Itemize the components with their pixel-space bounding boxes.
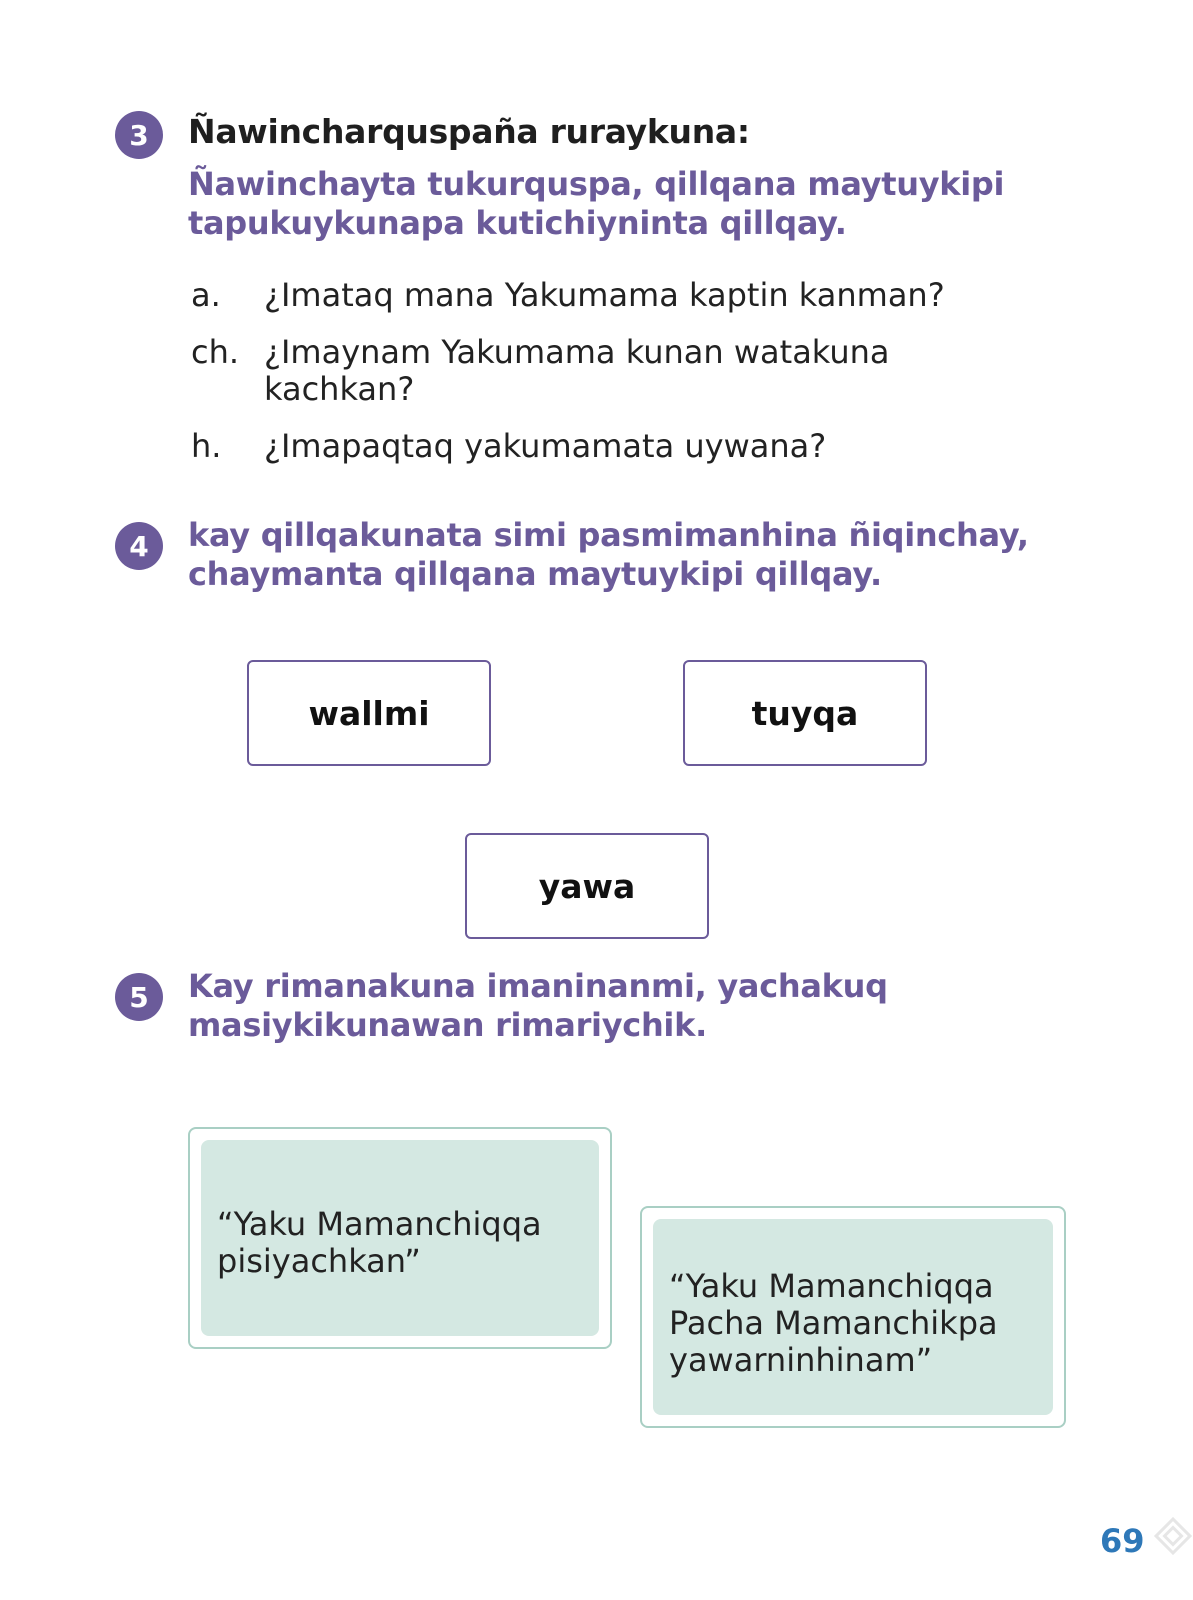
quote-card-text: “Yaku Mamanchiqqa pisiyachkan” [201,1140,599,1336]
exercise-number-badge: 4 [115,522,163,570]
exercise-number-badge: 3 [115,111,163,159]
question-text: ¿Imapaqtaq yakumamata uywana? [264,427,827,465]
page-number: 69 [1100,1522,1145,1560]
section-title: Ñawincharquspaña ruraykuna: [188,112,750,151]
question-text: ¿Imataq mana Yakumama kaptin kanman? [264,276,945,314]
list-item [191,277,984,314]
question-letter: a. [191,276,221,314]
list-item [191,428,984,465]
section-instruction: kay qillqakunata simi pasmimanhina ñiqinchay, chaymanta qillqana maytuykipi qillqay. [188,516,1029,593]
quote-card-text: “Yaku Mamanchiqqa Pacha Mamanchikpa yawarninhinam” [653,1219,1053,1415]
section-instruction: Kay rimanakuna imaninanmi, yachakuq masiykikunawan rimariychik. [188,967,888,1044]
word-card: wallmi [247,660,491,766]
question-text: ¿Imaynam Yakumama kunan watakuna kachkan? [264,333,890,408]
quote-card [640,1206,1066,1428]
quote-card [188,1127,612,1349]
question-list [191,277,984,485]
question-letter: h. [191,427,222,465]
word-card: yawa [465,833,709,939]
question-letter: ch. [191,333,240,371]
list-item [191,334,984,408]
word-card: tuyqa [683,660,927,766]
diamond-pattern-icon [1143,1506,1193,1566]
exercise-number-badge: 5 [115,973,163,1021]
section-instruction: Ñawinchayta tukurquspa, qillqana maytuykipi tapukuykunapa kutichiyninta qillqay. [188,165,1005,242]
